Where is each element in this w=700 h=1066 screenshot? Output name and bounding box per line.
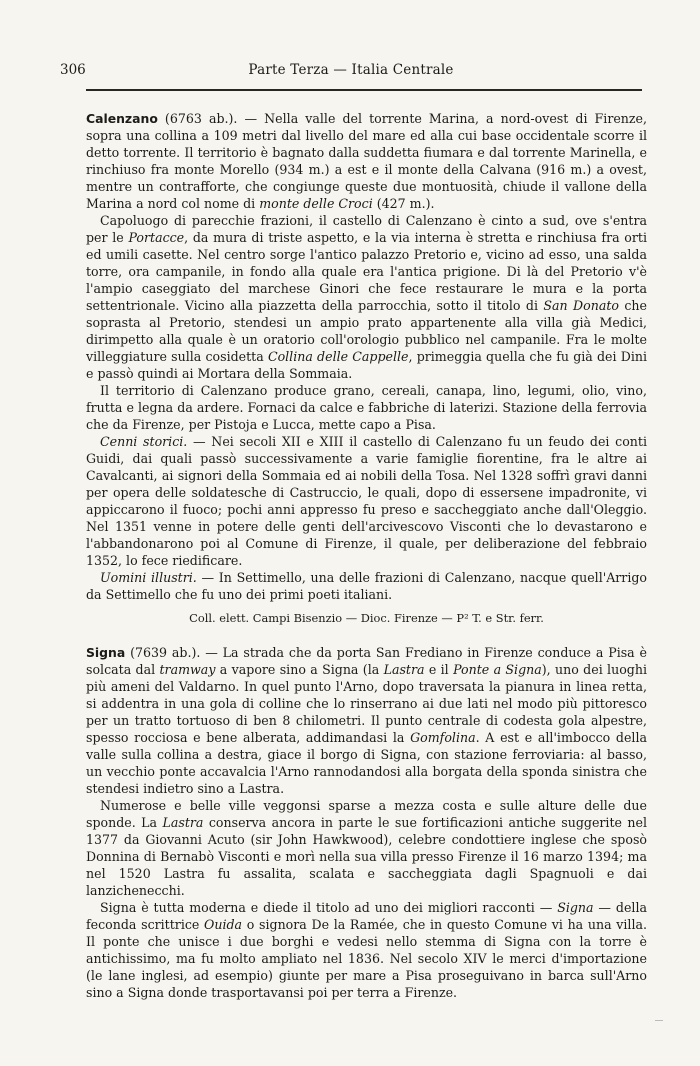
running-title: Parte Terza — Italia Centrale	[248, 62, 454, 78]
text-run: (7639 ab.). — La strada che da porta San Frediano in Firenze conduce a Pisa è solcata dal	[86, 645, 647, 677]
text-run: conserva ancora in parte le sue fortificazioni antiche suggerite nel 1377 da Giovanni Acuto (sir John Hawkwood), celebre condottiere inglese che sposò Donnina di Bernabò Visconti e morì nella sua villa presso Firenze il 16 marzo 1394; ma nel 1520 Lastra fu assalita, scalata e saccheggiata dagli Spagnuoli e dai lanzichenecchi.	[86, 815, 647, 898]
calenzano-paragraph-1	[86, 110, 647, 212]
header-rule	[86, 89, 642, 91]
text-run: . A est e all'imbocco della valle sulla collina a destra, giace il borgo di Signa, con stazione ferroviaria: al basso, un vecchio ponte accavalcia l'Arno rannodandosi alla borgata della sponda sinistra che stendesi indietro sino a Lastra.	[86, 730, 647, 796]
text-run: — In Settimello, una delle frazioni di Calenzano, nacque quell'Arrigo da Settimello che fu uno dei primi poeti italiani.	[86, 570, 648, 602]
text-run: , primeggia quella che fu già dei Dini e passò quindi ai Mortara della Sommaia.	[86, 349, 647, 381]
text-run: Capoluogo di parecchie frazioni, il castello di Calenzano è cinto a sud, ove s'entra per le	[86, 213, 647, 245]
italic-term: Ouida	[204, 917, 243, 932]
entry-title-signa: Signa	[86, 645, 126, 660]
text-run: — Nei secoli XII e XIII il castello di Calenzano fu un feudo dei conti Guidi, dai quali passò successivamente a varie famiglie fiorentine, fra le altre ai Cavalcanti, ai signori della Sommaia ed ai nobili della Tosa. Nel 1328 soffrì gravi danni per opera delle soldatesche di Castruccio, le quali, dopo di essersene impadronite, vi appiccarono il fuoco; pochi anni appresso fu preso e saccheggiato anche dall'Oleggio. Nel 1351 venne in potere delle genti dell'arcivescovo Visconti che lo devastarono e l'abbandonarono poi al Comune di Firenze, il quale, per deliberazione del febbraio 1352, lo fece riedificare.	[86, 434, 647, 568]
italic-term: Gomfolina	[410, 730, 476, 745]
italic-term: Collina delle Cappelle	[267, 349, 409, 364]
section-label: Uomini illustri.	[100, 570, 197, 585]
italic-term: Lastra	[383, 662, 425, 677]
text-run: e il	[424, 662, 454, 677]
signa-paragraph-1	[86, 644, 647, 797]
calenzano-paragraph-2	[86, 212, 647, 382]
signa-paragraph-2	[86, 797, 647, 899]
text-run: o signora De la Ramée, che in questo Comune vi ha una villa. Il ponte che unisce i due borghi e vedesi nello stemma di Signa con la torre è antichissimo, ma fu molto ampliato nel 1836. Nel secolo XIV le merci d'importazione (le lane inglesi, ad esempio) giunte per mare a Pisa proseguivano in barca sull'Arno sino a Signa donde trasportavansi poi per terra a Firenze.	[86, 917, 647, 1000]
text-run: Numerose e belle ville veggonsi sparse a mezza costa e sulle alture delle due sponde. La	[86, 798, 647, 830]
text-run: , da mura di triste aspetto, e la via interna è stretta e rinchiusa fra orti ed umili casette. Nel centro sorge l'antico palazzo Pretorio e, vicino ad esso, una salda torre, ora campanile, in fondo alla quale era l'antica prigione. Di là del Pretorio v'è l'ampio caseggiato del marchese Ginori che fece restaurare le mura e la porta settentrionale. Vicino alla piazzetta della parrocchia, sotto il titolo di	[86, 230, 647, 313]
text-run: ), uno dei luoghi più ameni del Valdarno. In quel punto l'Arno, dopo traversata la pianura in linea retta, si addentra in una gola di colline che lo rinserrano ai due lati nel modo più pittoresco per un tratto tortuoso di ben 8 chilometri. Il punto centrale di codesta gola alpestre, spesso rocciosa e bene alberata, addimandasi la	[86, 662, 647, 745]
italic-term: Lastra	[162, 815, 204, 830]
calenzano-history	[86, 433, 647, 569]
text-run: a vapore sino a Signa (la	[215, 662, 384, 677]
calenzano-colophon: Coll. elett. Campi Bisenzio — Dioc. Firenze — P² T. e Str. ferr.	[189, 611, 544, 625]
text-run: (6763 ab.). — Nella valle del torrente Marina, a nord-ovest di Firenze, sopra una collina a 109 metri dal livello del mare ed alla cui base occidentale scorre il detto torrente. Il territorio è bagnato dalla suddetta fiumara e dal torrente Marinella, e rinchiuso fra monte Morello (934 m.) a est e il monte della Calvana (916 m.) a ovest, mentre un contrafforte, che congiunge queste due montuosità, chiude il vallone della Marina a nord col nome di	[86, 111, 647, 211]
page-number: 306	[60, 62, 86, 78]
italic-term: Signa	[557, 900, 594, 915]
calenzano-notables	[86, 569, 647, 603]
italic-term: San Donato	[543, 298, 619, 313]
text-run: Signa è tutta moderna e diede il titolo ad uno dei migliori racconti —	[100, 900, 558, 915]
italic-term: Ponte a Signa	[453, 662, 542, 677]
calenzano-paragraph-3: Il territorio di Calenzano produce grano, cereali, canapa, lino, legumi, olio, vino, frutta e legna da ardere. Fornaci da calce e fabbriche di laterizi. Stazione della ferrovia che da Firenze, per Pistoja e Lucca, mette capo a Pisa.	[86, 383, 647, 432]
italic-term: tramway	[159, 662, 216, 677]
section-label: Cenni storici.	[100, 434, 188, 449]
text-run: (427 m.).	[372, 196, 435, 211]
margin-mark	[655, 1020, 663, 1021]
entry-title-calenzano: Calenzano	[86, 111, 158, 126]
page-header	[60, 62, 642, 84]
italic-term: Portacce	[128, 230, 185, 245]
text-run: che soprasta al Pretorio, stendesi un ampio prato appartenente alla villa già Medici, dirimpetto alla quale è un oratorio coll'orologio pubblico nel campanile. Fra le molte villeggiature sulla cosidetta	[86, 298, 647, 364]
page-body	[86, 110, 647, 1001]
signa-paragraph-3	[86, 899, 647, 1001]
italic-term: monte delle Croci	[259, 196, 373, 211]
text-run: — della feconda scrittrice	[86, 900, 647, 932]
